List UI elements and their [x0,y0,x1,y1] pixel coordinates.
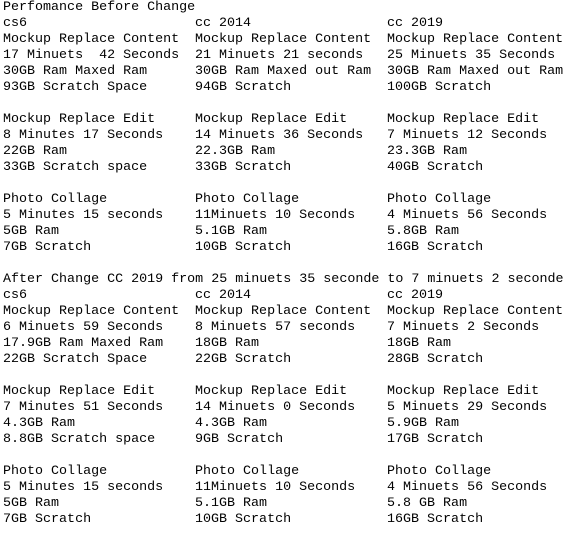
metric-row [3,128,581,144]
metric-cell: Photo Collage [195,464,300,479]
blank-line [3,256,581,272]
metric-cell: Photo Collage [3,192,108,207]
metric-cell: 7GB Scratch [3,240,92,255]
metric-row [3,416,581,432]
metric-cell: 6 Minuets 59 Seconds [3,320,164,335]
metric-cell: 17 Minuets 42 Seconds [3,48,180,63]
metric-cell: 5 Minutes 15 seconds [3,480,164,495]
metric-row [3,80,581,96]
metric-cell: 23.3GB Ram [387,144,468,159]
column-header: cc 2014 [195,16,252,31]
metric-cell: 10GB Scratch [195,512,292,527]
metric-row [3,304,581,320]
after-header: After Change CC 2019 from 25 minuets 35 seconde to 7 minuets 2 seconde [3,272,564,287]
metric-cell: 33GB Scratch space [3,160,148,175]
metric-cell: 5 Minuets 29 Seconds [387,400,548,415]
metric-cell: 22GB Ram [3,144,68,159]
metric-row [3,512,581,528]
metric-cell: 5.9GB Ram [387,416,460,431]
metric-cell: Mockup Replace Content [3,304,180,319]
metric-cell: 40GB Scratch [387,160,484,175]
metric-cell: 7 Minuets 12 Seconds [387,128,548,143]
metric-cell: Mockup Replace Edit [3,384,156,399]
metric-cell: 4 Minuets 56 Seconds [387,208,548,223]
metric-row [3,496,581,512]
metric-row [3,208,581,224]
metric-row [3,320,581,336]
metric-cell: 22.3GB Ram [195,144,276,159]
metric-cell: Mockup Replace Edit [195,112,348,127]
metric-cell: 5 Minutes 15 seconds [3,208,164,223]
metric-cell: 18GB Ram [195,336,260,351]
column-header-row [3,16,581,32]
metric-row [3,352,581,368]
metric-cell: 33GB Scratch [195,160,292,175]
metric-row [3,464,581,480]
after-section [3,288,581,528]
metric-row [3,192,581,208]
metric-cell: 17GB Scratch [387,432,484,447]
metric-cell: 9GB Scratch [195,432,284,447]
metric-cell: Photo Collage [387,464,492,479]
metric-cell: 30GB Ram Maxed Ram [3,64,148,79]
before-header: Perfomance Before Change [3,0,196,15]
blank-line [3,96,581,112]
column-header: cc 2019 [387,288,444,303]
metric-cell: 7 Minuets 2 Seconds [387,320,540,335]
metric-cell: 94GB Scratch [195,80,292,95]
metric-cell: 5.8 GB Ram [387,496,468,511]
metric-cell: 30GB Ram Maxed out Ram [195,64,372,79]
metric-row [3,400,581,416]
metric-cell: 17.9GB Ram Maxed Ram [3,336,164,351]
metric-cell: 7GB Scratch [3,512,92,527]
metric-row [3,64,581,80]
metric-cell: 21 Minuets 21 seconds [195,48,364,63]
before-section [3,16,581,272]
metric-cell: 22GB Scratch Space [3,352,148,367]
metric-cell: 22GB Scratch [195,352,292,367]
metric-cell: 4 Minuets 56 Seconds [387,480,548,495]
metric-row [3,384,581,400]
metric-cell: 11Minuets 10 Seconds [195,480,356,495]
metric-cell: Mockup Replace Content [387,32,564,47]
metric-cell: 7 Minutes 51 Seconds [3,400,164,415]
metric-cell: Mockup Replace Content [3,32,180,47]
metric-row [3,224,581,240]
metric-cell: 25 Minuets 35 Seconds [387,48,556,63]
metric-cell: Mockup Replace Content [195,304,372,319]
metric-cell: 16GB Scratch [387,240,484,255]
column-header: cc 2019 [387,16,444,31]
metric-cell: 5GB Ram [3,496,60,511]
metric-cell: 100GB Scratch [387,80,492,95]
metric-cell: 30GB Ram Maxed out Ram [387,64,564,79]
metric-cell: 5.8GB Ram [387,224,460,239]
metric-cell: 5.1GB Ram [195,496,268,511]
metric-cell: 93GB Scratch Space [3,80,148,95]
metric-cell: 28GB Scratch [387,352,484,367]
metric-cell: Mockup Replace Edit [3,112,156,127]
metric-cell: 14 Minuets 36 Seconds [195,128,364,143]
metric-row [3,48,581,64]
metric-cell: 4.3GB Ram [195,416,268,431]
blank-line [3,448,581,464]
column-header: cc 2014 [195,288,252,303]
metric-cell: 8 Minutes 17 Seconds [3,128,164,143]
metric-row [3,432,581,448]
blank-line [3,368,581,384]
metric-cell: Mockup Replace Content [387,304,564,319]
metric-row [3,240,581,256]
metric-cell: Photo Collage [387,192,492,207]
metric-cell: Mockup Replace Edit [387,384,540,399]
metric-cell: 18GB Ram [387,336,452,351]
column-header-row [3,288,581,304]
metric-cell: Mockup Replace Edit [387,112,540,127]
metric-cell: Mockup Replace Edit [195,384,348,399]
column-header: cs6 [3,16,28,31]
metric-cell: 5GB Ram [3,224,60,239]
metric-cell: 4.3GB Ram [3,416,76,431]
metric-row [3,480,581,496]
metric-cell: 5.1GB Ram [195,224,268,239]
metric-row [3,112,581,128]
metric-cell: Photo Collage [195,192,300,207]
blank-line [3,176,581,192]
metric-cell: Mockup Replace Content [195,32,372,47]
metric-row [3,144,581,160]
metric-cell: 8.8GB Scratch space [3,432,156,447]
metric-row [3,32,581,48]
metric-row [3,336,581,352]
performance-notes [3,0,581,528]
column-header: cs6 [3,288,28,303]
metric-cell: 14 Minuets 0 Seconds [195,400,356,415]
metric-row [3,160,581,176]
metric-cell: 10GB Scratch [195,240,292,255]
metric-cell: 11Minuets 10 Seconds [195,208,356,223]
metric-cell: 8 Minuets 57 seconds [195,320,356,335]
metric-cell: Photo Collage [3,464,108,479]
metric-cell: 16GB Scratch [387,512,484,527]
